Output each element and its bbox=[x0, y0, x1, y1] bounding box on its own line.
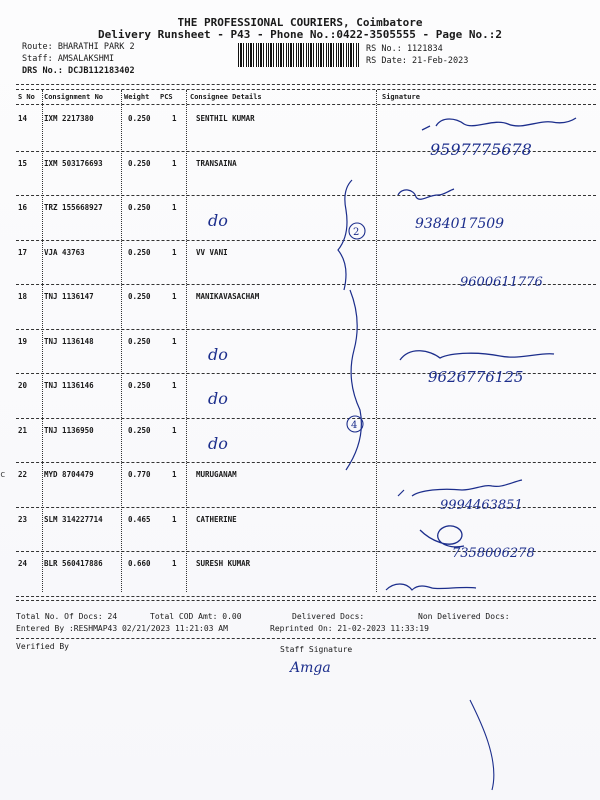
delivered-docs: Delivered Docs: bbox=[292, 612, 365, 621]
row-consignee: MANIKAVASACHAM bbox=[196, 292, 260, 301]
row-sno: 15 bbox=[18, 158, 28, 168]
row-pcs: 1 bbox=[172, 381, 177, 390]
row-sno: 16 bbox=[18, 203, 28, 212]
row-pcs: 1 bbox=[172, 247, 177, 257]
row-pcs: 1 bbox=[172, 203, 177, 212]
header-divider bbox=[16, 84, 596, 85]
table-row bbox=[16, 153, 596, 197]
row-consignment: TNJ 1136147 bbox=[44, 292, 94, 301]
row-pcs: 1 bbox=[172, 425, 177, 435]
row-divider bbox=[16, 240, 596, 241]
col-signature: Signature bbox=[382, 93, 420, 101]
row-consignee: MURUGANAM bbox=[196, 470, 237, 479]
margin-mark: c bbox=[0, 470, 6, 480]
row-weight: 0.250 bbox=[128, 336, 151, 346]
row-consignment: IXM 2217380 bbox=[44, 114, 94, 123]
row-consignment: MYD 8704479 bbox=[44, 470, 94, 479]
handwritten-signature-number: 9994463851 bbox=[440, 498, 523, 513]
column-header-divider bbox=[16, 104, 596, 105]
row-pcs: 1 bbox=[172, 470, 177, 479]
row-consignment: BLR 560417886 bbox=[44, 559, 103, 568]
row-consignment: TNJ 1136146 bbox=[44, 381, 94, 390]
barcode bbox=[238, 43, 360, 67]
row-sno: 14 bbox=[18, 114, 28, 123]
route-label: Route: BHARATHI PARK 2 bbox=[22, 42, 135, 52]
ditto-note: do bbox=[208, 433, 228, 453]
staff-signature-label: Staff Signature bbox=[280, 645, 353, 654]
row-sno: 24 bbox=[18, 559, 28, 568]
row-weight: 0.250 bbox=[128, 292, 151, 301]
col-pcs: PCS bbox=[160, 93, 173, 101]
row-weight: 0.250 bbox=[128, 114, 151, 123]
brace-label: 2 bbox=[353, 227, 360, 238]
non-delivered-docs: Non Delivered Docs: bbox=[418, 612, 510, 621]
col-sno: S No bbox=[18, 93, 35, 101]
row-pcs: 1 bbox=[172, 336, 177, 346]
row-weight: 0.770 bbox=[128, 470, 151, 479]
handwritten-signature-number: 9626776125 bbox=[428, 368, 524, 386]
row-sno: 18 bbox=[18, 292, 28, 301]
row-sno: 21 bbox=[18, 425, 28, 435]
table-row bbox=[16, 420, 596, 464]
row-sno: 22 bbox=[18, 470, 28, 479]
col-weight: Weight bbox=[124, 93, 150, 101]
staff-label: Staff: AMSALAKSHMI bbox=[22, 54, 115, 64]
row-divider bbox=[16, 329, 596, 330]
ditto-note: do bbox=[208, 389, 228, 408]
row-weight: 0.660 bbox=[128, 559, 151, 568]
row-consignment: IXM 503176693 bbox=[44, 158, 103, 168]
row-weight: 0.250 bbox=[128, 203, 151, 212]
row-divider bbox=[16, 195, 596, 196]
handwritten-signature-number: 9600611776 bbox=[460, 275, 543, 290]
row-weight: 0.250 bbox=[128, 425, 151, 435]
row-pcs: 1 bbox=[172, 559, 177, 568]
row-pcs: 1 bbox=[172, 114, 177, 123]
row-divider bbox=[16, 596, 596, 597]
row-sno: 23 bbox=[18, 514, 28, 524]
row-divider bbox=[16, 418, 596, 419]
footer-divider bbox=[16, 600, 596, 601]
row-divider bbox=[16, 462, 596, 463]
row-weight: 0.465 bbox=[128, 514, 151, 524]
row-weight: 0.250 bbox=[128, 158, 151, 168]
entered-by: Entered By :RESHMAP43 02/21/2023 11:21:03 AM bbox=[16, 624, 228, 633]
reprinted-on: Reprinted On: 21-02-2023 11:33:19 bbox=[270, 624, 429, 633]
drs-number: DRS No.: DCJB112183402 bbox=[22, 66, 135, 76]
row-consignee: TRANSAINA bbox=[196, 158, 237, 168]
row-consignee: VV VANI bbox=[196, 247, 228, 257]
rs-number: RS No.: 1121834 bbox=[366, 44, 443, 54]
handwritten-signature-number: 9384017509 bbox=[415, 216, 505, 232]
table-row bbox=[16, 286, 596, 330]
row-sno: 20 bbox=[18, 381, 28, 390]
document-title: THE PROFESSIONAL COURIERS, Coimbatore bbox=[177, 16, 423, 29]
total-cod: Total COD Amt: 0.00 bbox=[150, 612, 242, 621]
row-consignee: SENTHIL KUMAR bbox=[196, 114, 255, 123]
footer-divider-2 bbox=[16, 638, 596, 639]
row-sno: 17 bbox=[18, 247, 28, 257]
handwritten-signature-number: 9597775678 bbox=[430, 140, 532, 159]
row-weight: 0.250 bbox=[128, 381, 151, 390]
row-pcs: 1 bbox=[172, 514, 177, 524]
staff-signature-scribble: Amga bbox=[290, 660, 331, 676]
document-subtitle: Delivery Runsheet - P43 - Phone No.:0422-3505555 - Page No.:2 bbox=[98, 28, 502, 41]
row-consignment: TNJ 1136950 bbox=[44, 425, 94, 435]
row-consignment: TNJ 1136148 bbox=[44, 336, 94, 346]
total-docs: Total No. Of Docs: 24 bbox=[16, 612, 118, 621]
row-weight: 0.250 bbox=[128, 247, 151, 257]
brace-label: 4 bbox=[351, 420, 358, 431]
handwritten-signature-number: 7358006278 bbox=[452, 546, 535, 561]
row-consignment: TRZ 155668927 bbox=[44, 203, 103, 212]
row-sno: 19 bbox=[18, 336, 28, 346]
col-consignment: Consignment No bbox=[44, 93, 104, 101]
row-consignment: VJA 43763 bbox=[44, 247, 85, 257]
table-row bbox=[16, 197, 596, 241]
row-pcs: 1 bbox=[172, 158, 177, 168]
row-pcs: 1 bbox=[172, 292, 177, 301]
verified-by: Verified By bbox=[16, 642, 69, 651]
rs-date: RS Date: 21-Feb-2023 bbox=[366, 56, 469, 66]
col-consignee: Consignee Details bbox=[190, 93, 262, 101]
header-divider-2 bbox=[16, 89, 596, 90]
row-consignee: SURESH KUMAR bbox=[196, 559, 251, 568]
ditto-note: do bbox=[208, 344, 228, 364]
row-consignment: SLM 314227714 bbox=[44, 514, 103, 524]
ditto-note: do bbox=[208, 211, 228, 230]
stray-pen-mark bbox=[470, 700, 494, 790]
row-consignee: CATHERINE bbox=[196, 514, 237, 524]
